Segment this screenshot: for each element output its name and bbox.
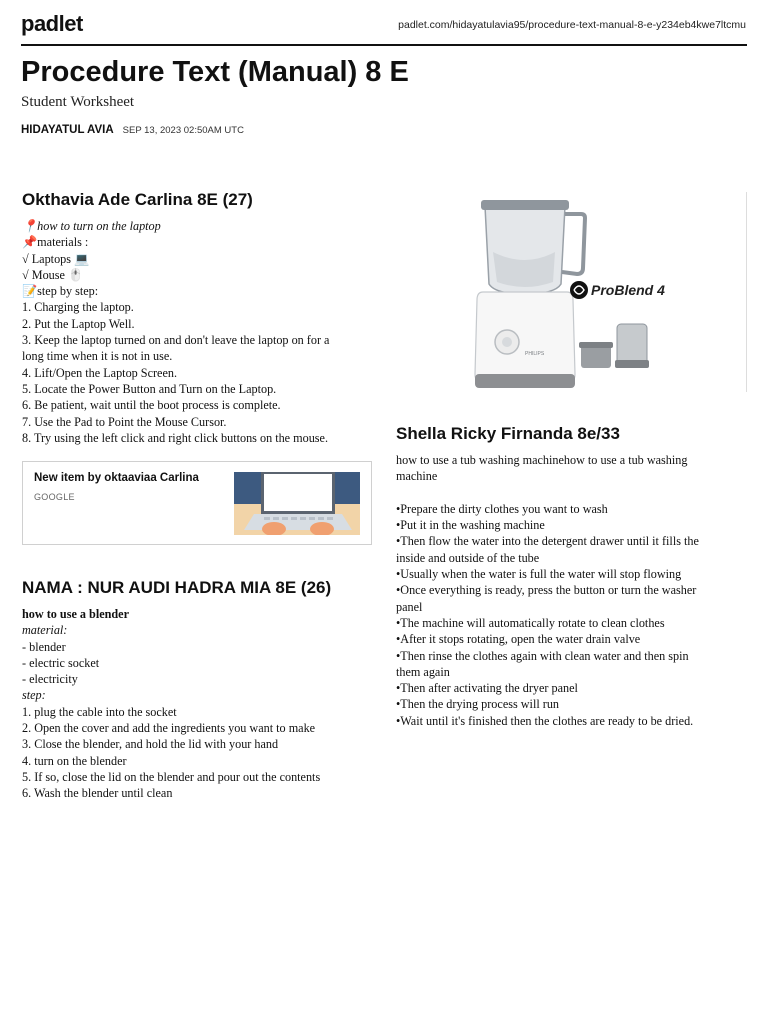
post-line: 2. Put the Laptop Well. [22, 316, 135, 331]
post-line: √ Mouse 🖱️ [22, 267, 84, 282]
post-line: 📍how to turn on the laptop [22, 219, 161, 233]
post-body-okthavia [22, 218, 372, 446]
post-line: 2. Open the cover and add the ingredients you want to make [22, 721, 316, 736]
post-line: 📌materials : [22, 235, 89, 250]
post-line: •Then the drying process will run [396, 697, 560, 712]
post-line: how to use a blender [22, 607, 129, 621]
problend-logo-text: ProBlend 4 [591, 282, 665, 298]
post-line: 6. Wash the blender until clean [22, 786, 173, 801]
post-line: •Then after activating the dryer panel [396, 681, 578, 696]
page-subtitle: Student Worksheet [21, 94, 135, 110]
post-line: 5. If so, close the lid on the blender and pour out the contents [22, 769, 321, 784]
padlet-logo[interactable]: padlet [21, 11, 83, 36]
post-line: material: [22, 623, 68, 638]
post-line: •Wait until it's finished then the clothes are ready to be dried. [396, 713, 694, 728]
page-meta [21, 124, 244, 136]
post-line: •Once everything is ready, press the button or turn the washer [396, 583, 697, 598]
post-line: panel [396, 599, 423, 614]
post-line: - blender [22, 639, 66, 654]
post-line: √ Laptops 💻 [22, 251, 90, 266]
post-line: •Then flow the water into the detergent drawer until it fills the [396, 534, 699, 549]
post-line: 5. Locate the Power Button and Turn on the Laptop. [22, 381, 277, 396]
post-title-okthavia: Okthavia Ade Carlina 8E (27) [22, 190, 253, 209]
post-line: how to use a tub washing machinehow to use a tub washing [396, 453, 688, 467]
post-line: •Usually when the water is full the water will stop flowing [396, 567, 682, 582]
post-body-nur-audi [22, 606, 372, 802]
post-line: •After it stops rotating, open the water drain valve [396, 632, 641, 647]
link-attachment-card[interactable] [22, 461, 372, 545]
post-line: 3. Keep the laptop turned on and don't leave the laptop on for a [22, 333, 330, 348]
post-title-shella: Shella Ricky Firnanda 8e/33 [396, 424, 620, 443]
post-line: - electric socket [22, 655, 100, 670]
attachment-source: GOOGLE [34, 492, 75, 502]
post-line: machine [396, 469, 438, 484]
post-line: 📝step by step: [22, 284, 99, 299]
attachment-title: New item by oktaaviaa Carlina [34, 472, 199, 484]
blender-product-image[interactable] [395, 192, 747, 392]
post-line: them again [396, 664, 450, 679]
post-line: 4. turn on the blender [22, 753, 127, 768]
laptop-typing-illustration-icon [234, 472, 360, 535]
post-line: •Prepare the dirty clothes you want to wash [396, 501, 608, 516]
post-line: long time when it is not in use. [22, 349, 173, 364]
post-line: 1. plug the cable into the socket [22, 704, 177, 719]
post-line: •The machine will automatically rotate to clean clothes [396, 615, 665, 630]
post-line: 3. Close the blender, and hold the lid with your hand [22, 737, 279, 752]
page-url[interactable]: padlet.com/hidayatulavia95/procedure-text-manual-8-e-y234eb4kwe7ltcmu [398, 19, 746, 31]
post-line [396, 485, 746, 501]
post-date: SEP 13, 2023 02:50AM UTC [122, 125, 244, 136]
post-line: - electricity [22, 672, 78, 687]
post-title-nur-audi: NAMA : NUR AUDI HADRA MIA 8E (26) [22, 578, 332, 597]
brand-philips: PHILIPS [525, 351, 545, 357]
post-line: 8. Try using the left click and right click buttons on the mouse. [22, 430, 329, 445]
header-divider [21, 44, 747, 46]
post-line: •Then rinse the clothes again with clean water and then spin [396, 648, 689, 663]
post-line: inside and outside of the tube [396, 550, 540, 565]
post-body-shella [396, 452, 746, 729]
post-line: •Put it in the washing machine [396, 518, 545, 533]
author-name[interactable]: HIDAYATUL AVIA [21, 124, 114, 136]
column-divider [746, 192, 747, 392]
post-line: 4. Lift/Open the Laptop Screen. [22, 365, 178, 380]
page-title: Procedure Text (Manual) 8 E [21, 56, 409, 88]
post-line: step: [22, 688, 46, 703]
post-line: 7. Use the Pad to Point the Mouse Cursor. [22, 414, 227, 429]
post-line: 1. Charging the laptop. [22, 300, 134, 315]
post-line: 6. Be patient, wait until the boot process is complete. [22, 398, 281, 413]
